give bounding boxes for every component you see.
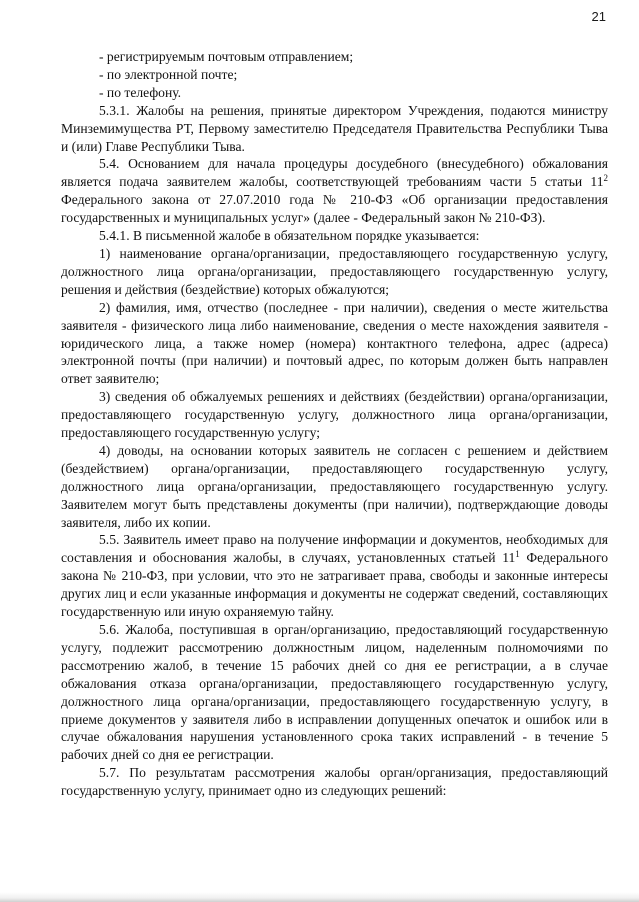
paragraph-5-3-1: 5.3.1. Жалобы на решения, принятые директором Учреждения, подаются министру Минземимущества РТ, Первому заместителю Председателя Правительства Республики Тыва и (или) Главе Республики Тыва. bbox=[61, 102, 608, 154]
page-number: 21 bbox=[591, 9, 606, 24]
list-item: 1) наименование органа/организации, предоставляющего государственную услугу, должностного лица органа/организации, предоставляющего государственную услугу, решения и действия (бездействие) которых обжалуются; bbox=[61, 245, 608, 297]
paragraph-5-4-text-end: Федерального закона от 27.07.2010 года № 210-ФЗ «Об организации предоставления государственных и муниципальных услуг» (далее - Федеральный закон № 210-ФЗ). bbox=[61, 192, 608, 226]
footnote-superscript: 1 bbox=[515, 549, 520, 560]
paragraph-5-6: 5.6. Жалоба, поступившая в орган/организацию, предоставляющий государственную услугу, подлежит рассмотрению должностным лицом, наделенным полномочиями по рассмотрению жалоб, в течение 15 рабочих дней со дня ее регистрации, а в случае обжалования отказа органа/организации, предоставляющего государственную услугу, должностного лица органа/организации, предоставляющего государственную услугу, в приеме документов у заявителя либо в исправлении допущенных опечаток и ошибок или в случае обжалования нарушения установленного срока таких исправлений - в течение 5 рабочих дней со дня ее регистрации. bbox=[61, 622, 608, 763]
paragraph-5-7: 5.7. По результатам рассмотрения жалобы орган/организация, предоставляющий государственную услугу, принимает одно из следующих решений: bbox=[61, 765, 608, 799]
paragraph-5-4-text-start: 5.4. Основанием для начала процедуры досудебного (внесудебного) обжалования является подача заявителем жалобы, соответствующей требованиям части 5 статьи 11 bbox=[61, 156, 608, 190]
list-item: 4) доводы, на основании которых заявитель не согласен с решением и действием (бездействием) органа/организации, предоставляющего государственную услугу, должностного лица органа/организации, предоставляющего государственную услугу. Заявителем могут быть представлены документы (при наличии), подтверждающие доводы заявителя, либо их копии. bbox=[61, 442, 608, 530]
paragraph-5-5-text-start: 5.5. Заявитель имеет право на получение информации и документов, необходимых для составления и обоснования жалобы, в случаях, установленных статьей 11 bbox=[61, 532, 608, 566]
bullet-item: - регистрируемым почтовым отправлением; bbox=[99, 49, 354, 64]
paragraph-5-5-text-end: Федерального закона № 210-ФЗ, при условии, что это не затрагивает права, свободы и законные интересы других лиц и если указанные информация и документы не содержат сведений, составляющих государственную или иную охраняемую тайну. bbox=[61, 550, 608, 620]
scan-bottom-edge bbox=[0, 892, 639, 902]
list-item: 2) фамилия, имя, отчество (последнее - при наличии), сведения о месте жительства заявителя - физического лица либо наименование, сведения о месте нахождения заявителя - юридического лица, а также номер (номера) контактного телефона, адрес (адреса) электронной почты (при наличии) и почтовый адрес, по которым должен быть направлен ответ заявителю; bbox=[61, 299, 608, 387]
bullet-item: - по электронной почте; bbox=[99, 66, 238, 82]
paragraph-5-5 bbox=[61, 531, 608, 621]
bullet-item: - по телефону. bbox=[99, 84, 182, 100]
footnote-superscript: 2 bbox=[603, 173, 608, 184]
document-body bbox=[61, 48, 608, 800]
list-item: 3) сведения об обжалуемых решениях и действиях (бездействии) органа/организации, предоставляющего государственную услугу, должностного лица органа/организации, предоставляющего государственную услугу; bbox=[61, 389, 608, 441]
paragraph-5-4 bbox=[61, 155, 608, 227]
paragraph-5-4-1: 5.4.1. В письменной жалобе в обязательном порядке указывается: bbox=[99, 228, 480, 244]
